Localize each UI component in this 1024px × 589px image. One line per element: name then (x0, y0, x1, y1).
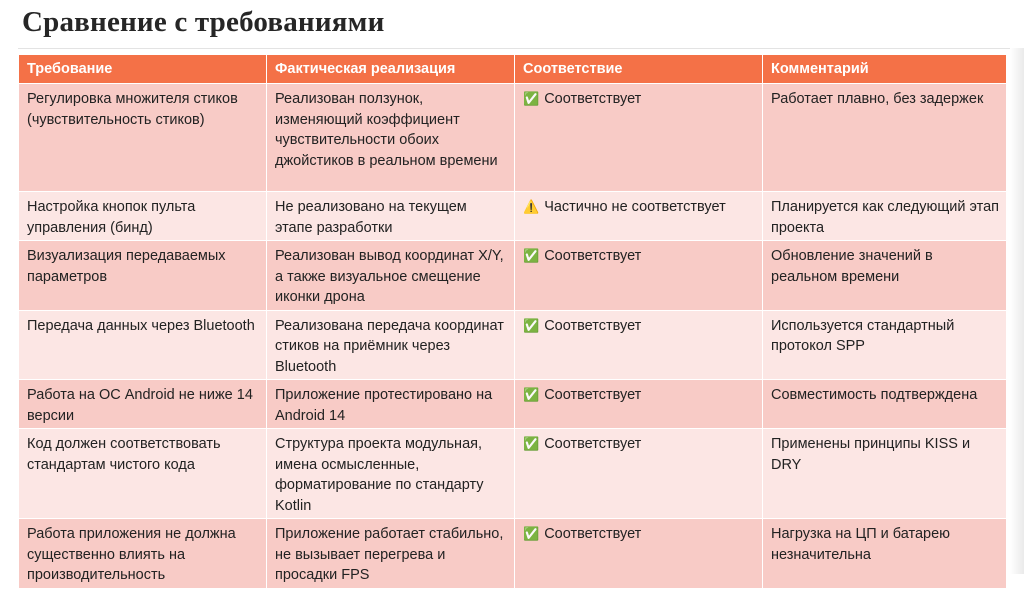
implementation-cell: Приложение работает стабильно, не вызывает перегрева и просадки FPS (267, 519, 515, 589)
header-comment: Комментарий (763, 55, 1007, 84)
check-mark-icon: ✅ (523, 249, 540, 264)
slide-edge-shadow (1010, 48, 1024, 574)
implementation-cell: Приложение протестировано на Android 14 (267, 380, 515, 429)
compliance-cell (515, 241, 763, 311)
check-mark-icon: ✅ (523, 527, 540, 542)
table-row (19, 241, 1007, 311)
requirement-cell: Регулировка множителя стиков (чувствительность стиков) (19, 84, 267, 192)
compliance-label: Частично не соответствует (544, 199, 726, 215)
compliance-label: Соответствует (544, 91, 642, 107)
check-mark-icon: ✅ (523, 318, 540, 334)
requirement-cell: Работа на ОС Android не ниже 14 версии (19, 380, 267, 429)
table-header-row (19, 55, 1007, 84)
table-row (19, 429, 1007, 519)
compliance-cell (515, 519, 763, 589)
header-implementation: Фактическая реализация (267, 55, 515, 84)
title-divider (18, 48, 1024, 49)
header-requirement: Требование (19, 55, 267, 84)
compliance-label: Соответствует (544, 436, 642, 452)
page-title: Сравнение с требованиями (22, 6, 385, 38)
comment-cell: Обновление значений в реальном времени (763, 241, 1007, 311)
comment-cell: Работает плавно, без задержек (763, 84, 1007, 192)
implementation-cell: Реализован ползунок, изменяющий коэффициент чувствительности обоих джойстиков в реальном времени (267, 84, 515, 192)
warning-icon: ⚠️ (523, 200, 540, 215)
requirements-table (18, 54, 1007, 589)
compliance-label: Соответствует (544, 317, 642, 334)
compliance-cell (515, 192, 763, 241)
comment-cell: Применены принципы KISS и DRY (763, 429, 1007, 519)
requirement-cell: Передача данных через Bluetooth (19, 310, 267, 380)
compliance-cell (515, 380, 763, 429)
comment-cell: Совместимость подтверждена (763, 380, 1007, 429)
requirement-cell: Визуализация передаваемых параметров (19, 241, 267, 311)
compliance-label: Соответствует (544, 248, 642, 264)
requirement-cell: Настройка кнопок пульта управления (бинд) (19, 192, 267, 241)
compliance-cell (515, 429, 763, 519)
header-compliance: Соответствие (515, 55, 763, 84)
comment-cell: Планируется как следующий этап проекта (763, 192, 1007, 241)
implementation-cell: Не реализовано на текущем этапе разработки (267, 192, 515, 241)
check-mark-icon: ✅ (523, 92, 540, 107)
implementation-cell: Структура проекта модульная, имена осмысленные, форматирование по стандарту Kotlin (267, 429, 515, 519)
implementation-cell: Реализован вывод координат X/Y, а также визуальное смещение иконки дрона (267, 241, 515, 311)
table-row (19, 519, 1007, 589)
compliance-cell (515, 84, 763, 192)
table-row (19, 192, 1007, 241)
check-mark-icon: ✅ (523, 437, 540, 452)
requirement-cell: Работа приложения не должна существенно влиять на производительность (19, 519, 267, 589)
table-row (19, 84, 1007, 192)
compliance-cell (515, 310, 763, 380)
compliance-label: Соответствует (544, 387, 642, 403)
table-row (19, 310, 1007, 380)
check-mark-icon: ✅ (523, 388, 540, 403)
table-row (19, 380, 1007, 429)
comment-cell: Нагрузка на ЦП и батарею незначительна (763, 519, 1007, 589)
implementation-cell: Реализована передача координат стиков на приёмник через Bluetooth (267, 310, 515, 380)
compliance-label: Соответствует (544, 526, 642, 542)
requirement-cell: Код должен соответствовать стандартам чистого кода (19, 429, 267, 519)
comment-cell: Используется стандартный протокол SPP (763, 310, 1007, 380)
